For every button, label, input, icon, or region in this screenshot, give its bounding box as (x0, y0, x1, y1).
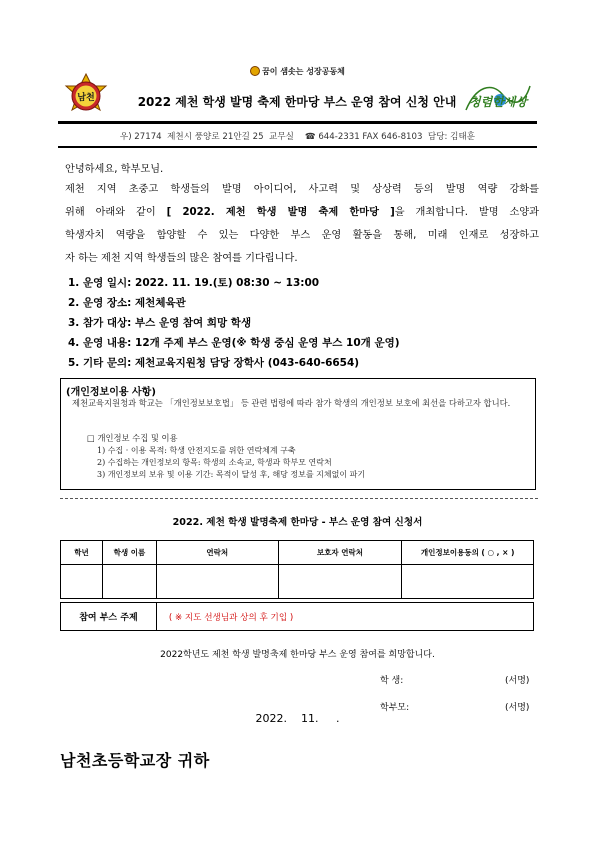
page-title: 2022 제천 학생 발명 축제 한마당 부스 운영 참여 신청 안내 (137, 95, 457, 109)
cut-line-divider (60, 498, 538, 499)
guardian-contact-field[interactable] (278, 565, 402, 599)
privacy-points-list (97, 445, 365, 481)
detail-venue: 2. 운영 장소: 제천체육관 (68, 297, 186, 309)
privacy-consent-field[interactable] (402, 565, 534, 599)
grade-field[interactable] (61, 565, 103, 599)
student-name-field[interactable] (102, 565, 156, 599)
form-input-row (61, 565, 534, 599)
letter-body (65, 183, 539, 275)
school-address: 우) 27174 제천시 풍양로 21안길 25 교무실 ☎ 644-2331 FAX 646-8103 담당: 김태훈 (119, 132, 476, 142)
column-header-contact: 연락처 (156, 541, 278, 565)
privacy-title: (개인정보이용 사항) (66, 387, 156, 398)
contact-field[interactable] (156, 565, 278, 599)
letter-line-2: 위해 아래와 같이 [ 2022. 제천 학생 발명 축제 한마당 ]을 개최합니다. 발명 소양과 (65, 207, 539, 218)
booth-topic-row (61, 603, 534, 631)
application-date: 2022. 11. . (255, 712, 340, 725)
column-header-guardian-contact: 보호자 연락처 (278, 541, 402, 565)
student-signature-mark: (서명) (505, 676, 530, 686)
student-signature-label: 학 생: (380, 676, 404, 686)
letter-line-4: 자 하는 제천 지역 학생들의 많은 참여를 기다립니다. (65, 253, 298, 264)
booth-topic-field[interactable]: ( ※ 지도 선생님과 상의 후 기입 ) (156, 603, 533, 631)
school-motto-text: 꿈이 샘솟는 성장공동체 (262, 67, 345, 76)
privacy-description: 제천교육지원청과 학교는 「개인정보보호법」 등 관련 법령에 따라 참가 학생의 개인정보 보호에 최선을 다하고자 합니다. (72, 398, 511, 408)
school-emblem-logo (62, 72, 110, 120)
header-top-rule (58, 121, 537, 124)
recipient-principal: 남천초등학교장 귀하 (60, 751, 210, 770)
event-details-list (68, 276, 400, 376)
consent-statement: 2022학년도 제천 학생 발명축제 한마당 부스 운영 참여를 희망합니다. (160, 650, 435, 660)
application-form-table (60, 540, 534, 631)
privacy-notice-box (60, 378, 536, 490)
detail-contact: 5. 기타 문의: 제천교육지원청 담당 장학사 (043-640-6654) (68, 357, 360, 369)
form-header-row (61, 541, 534, 565)
letter-line-3: 학생자치 역량을 함양할 수 있는 다양한 부스 운영 활동을 통해, 미래 인재로 성장하고 (65, 230, 539, 241)
form-title: 2022. 제천 학생 발명축제 한마당 - 부스 운영 참여 신청서 (172, 517, 423, 528)
detail-date: 1. 운영 일시: 2022. 11. 19.(토) 08:30 ~ 13:00 (68, 277, 320, 289)
letter-line-1: 제천 지역 초중고 학생들의 발명 아이디어, 사고력 및 상상력 등의 발명 역량 강화를 (65, 184, 539, 195)
greeting: 안녕하세요, 학부모님. (65, 164, 164, 175)
privacy-point: 1) 수집 · 이용 목적: 학생 안전지도를 위한 연락체계 구축 (97, 446, 296, 455)
bee-icon (250, 66, 260, 76)
detail-target: 3. 참가 대상: 부스 운영 참여 희망 학생 (68, 317, 252, 329)
parent-signature-mark: (서명) (505, 703, 530, 713)
column-header-grade: 학년 (61, 541, 103, 565)
privacy-point: 2) 수집하는 개인정보의 항목: 학생의 소속교, 학생과 학부모 연락처 (97, 458, 332, 467)
integrity-slogan-text: 청렴한세상 (469, 95, 527, 109)
parent-signature-label: 학부모: (380, 703, 410, 713)
event-name: [ 2022. 제천 학생 발명 축제 한마당 ] (166, 207, 395, 218)
header-bottom-rule (58, 146, 537, 148)
privacy-point: 3) 개인정보의 보유 및 이용 기간: 목적이 달성 후, 해당 정보를 지체없이 파기 (97, 470, 366, 479)
column-header-student-name: 학생 이름 (102, 541, 156, 565)
detail-content: 4. 운영 내용: 12개 주제 부스 운영(※ 학생 중심 운영 부스 10개 운영) (68, 337, 400, 349)
privacy-subheading: □ 개인정보 수집 및 이용 (87, 433, 178, 443)
school-emblem-text: 남천 (77, 93, 95, 103)
column-header-privacy-consent: 개인정보이용동의 ( ○ , × ) (402, 541, 534, 565)
integrity-slogan-logo (462, 76, 534, 120)
booth-topic-label: 참여 부스 주제 (61, 603, 157, 631)
